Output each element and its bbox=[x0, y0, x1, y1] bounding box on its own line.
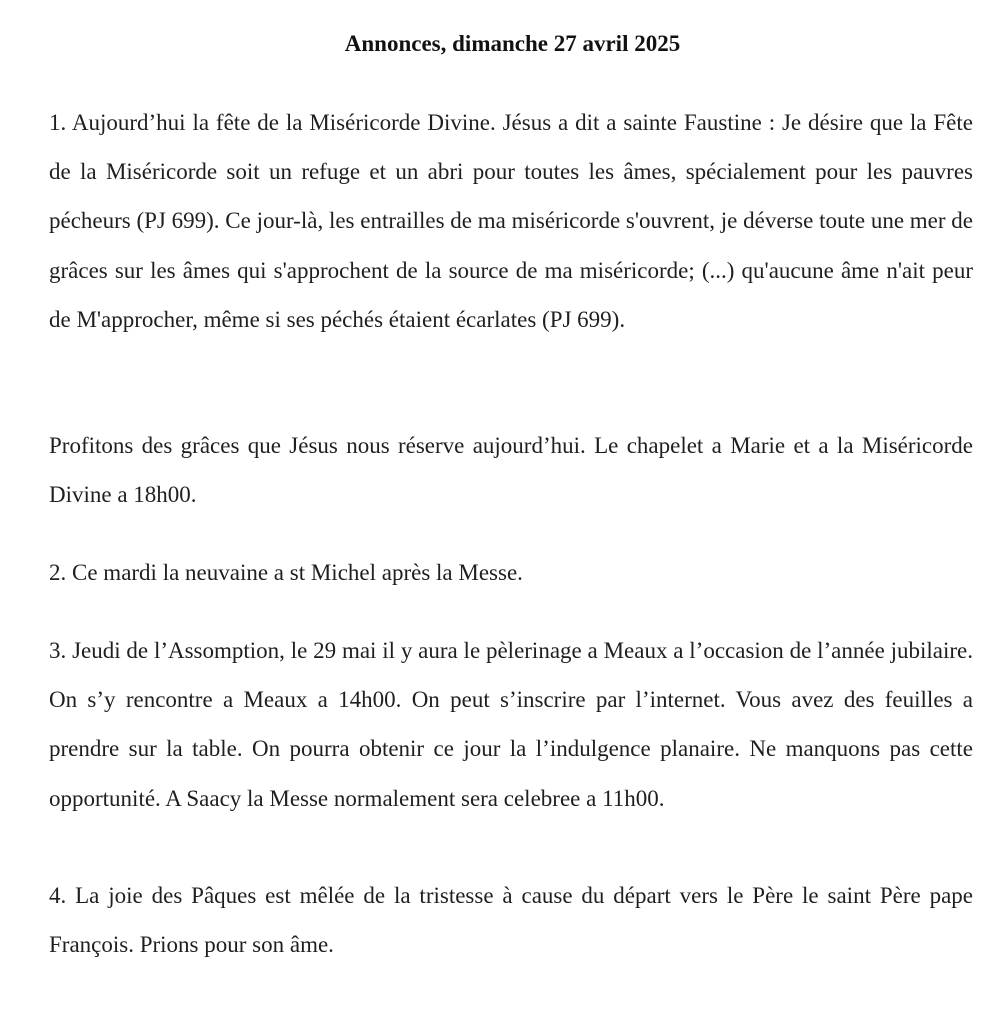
paragraph-rosary: Profitons des grâces que Jésus nous réserve aujourd’hui. Le chapelet a Marie et a la Miséricorde Divine a 18h00. bbox=[49, 433, 973, 508]
paragraph-novena: 2. Ce mardi la neuvaine a st Michel après la Messe. bbox=[49, 560, 523, 585]
paragraph-divine-mercy: 1. Aujourd’hui la fête de la Miséricorde Divine. Jésus a dit a sainte Faustine : Je désire que la Fête de la Miséricorde soit un refuge et un abri pour toutes les âmes, spécialement pour les pauvres pécheurs (PJ 699). Ce jour-là, les entrailles de ma miséricorde s'ouvrent, je déverse toute une mer de grâces sur les âmes qui s'approchent de la source de ma miséricorde; (...) qu'aucune âme n'ait peur de M'approcher, même si ses péchés étaient écarlates (PJ 699). bbox=[49, 110, 974, 332]
paragraph-pope-francis: 4. La joie des Pâques est mêlée de la tristesse à cause du départ vers le Père le saint Père pape François. Prions pour son âme. bbox=[49, 883, 973, 958]
paragraph-pilgrimage: 3. Jeudi de l’Assomption, le 29 mai il y aura le pèlerinage a Meaux a l’occasion de l’année jubilaire. On s’y rencontre a Meaux a 14h00. On peut s’inscrire par l’internet. Vous avez des feuilles a prendre sur la table. On pourra obtenir ce jour la l’indulgence planaire. Ne manquons pas cette opportunité. A Saacy la Messe normalement sera celebree a 11h00. bbox=[49, 638, 973, 811]
document-title: Annonces, dimanche 27 avril 2025 bbox=[344, 31, 681, 56]
